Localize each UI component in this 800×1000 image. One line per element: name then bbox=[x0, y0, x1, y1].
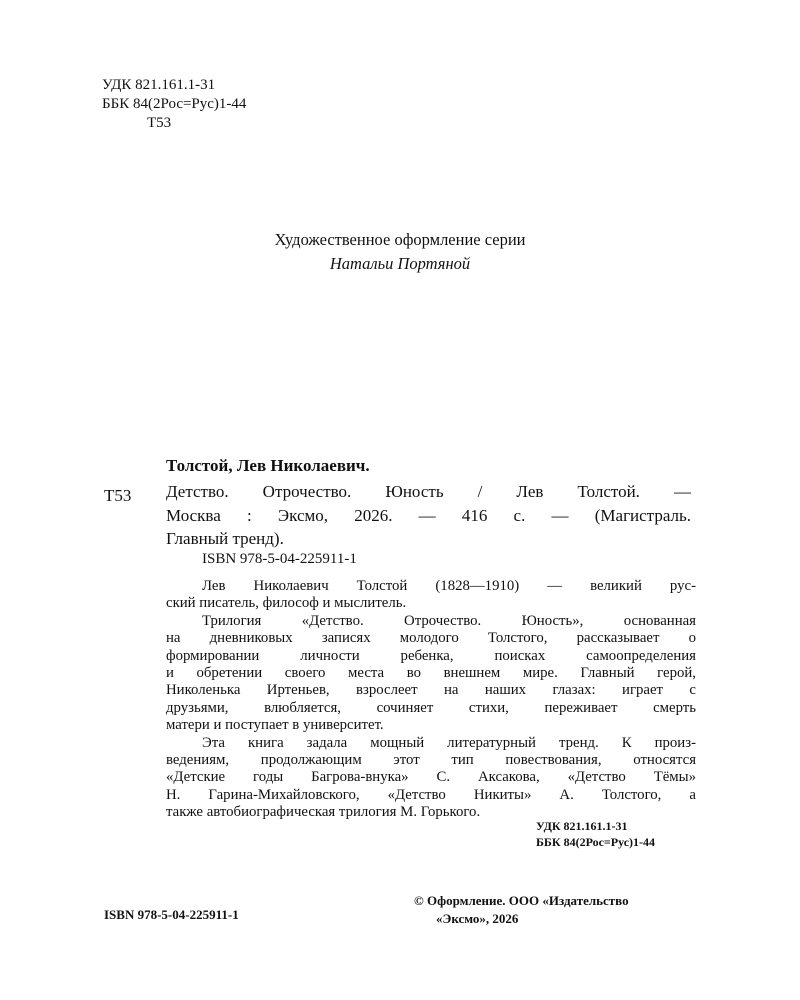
annotation-line: матери и поступает в университет. bbox=[166, 717, 384, 734]
annotation-line: Трилогия «Детство. Отрочество. Юность», основанная bbox=[202, 612, 696, 629]
copyright-line: «Эксмо», 2026 bbox=[436, 911, 519, 926]
bibliographic-description bbox=[166, 480, 691, 551]
copyright-line: © Оформление. ООО «Издательство bbox=[414, 893, 629, 908]
annotation bbox=[166, 578, 696, 822]
bbk-code: ББК 84(2Рос=Рус)1-44 bbox=[102, 96, 247, 112]
annotation-line: Эта книга задала мощный литературный тренд. К произ- bbox=[202, 734, 696, 751]
series-design-credit: Художественное оформление серии bbox=[274, 230, 526, 249]
annotation-line: также автобиографическая трилогия М. Горького. bbox=[166, 804, 481, 821]
annotation-line: формировании личности ребенка, поисках самоопределения bbox=[166, 647, 696, 664]
copyright-notice bbox=[414, 892, 629, 928]
bibliographic-author: Толстой, Лев Николаевич. bbox=[166, 456, 370, 475]
udk-code: УДК 821.161.1-31 bbox=[102, 77, 216, 93]
annotation-line: на дневниковых записях молодого Толстого, рассказывает о bbox=[166, 630, 696, 647]
bibliographic-author-mark: Т53 bbox=[104, 486, 132, 505]
series-designer-name: Натальи Портяной bbox=[329, 254, 471, 273]
annotation-line: Лев Николаевич Толстой (1828—1910) — великий рус- bbox=[202, 578, 696, 594]
bib-line: Главный тренд). bbox=[166, 529, 284, 548]
author-mark: Т53 bbox=[147, 115, 172, 131]
bottom-classification-codes bbox=[536, 818, 655, 850]
bib-line: Москва : Эксмо, 2026. — 416 с. — (Магистраль. bbox=[166, 505, 691, 525]
annotation-line: ский писатель, философ и мыслитель. bbox=[166, 595, 407, 612]
annotation-line: ведениям, продолжающим этот тип повествования, относятся bbox=[166, 752, 696, 769]
annotation-line: «Детские годы Багрова-внука» С. Аксакова, «Детство Тёмы» bbox=[166, 769, 696, 786]
isbn-bottom: ISBN 978-5-04-225911-1 bbox=[104, 907, 239, 922]
udk-code-bottom: УДК 821.161.1-31 bbox=[536, 819, 628, 833]
top-classification-codes bbox=[102, 76, 246, 133]
annotation-line: и обретении своего места во внешнем мире. Главный герой, bbox=[166, 665, 696, 682]
annotation-line: Н. Гарина-Михайловского, «Детство Никиты» А. Толстого, а bbox=[166, 786, 696, 803]
annotation-line: друзьями, влюбляется, сочиняет стихи, переживает смерть bbox=[166, 699, 696, 716]
bib-line: Детство. Отрочество. Юность / Лев Толстой. — bbox=[166, 482, 691, 501]
annotation-line: Николенька Иртеньев, взрослеет на наших глазах: играет с bbox=[166, 682, 696, 699]
isbn: ISBN 978-5-04-225911-1 bbox=[202, 551, 357, 567]
bbk-code-bottom: ББК 84(2Рос=Рус)1-44 bbox=[536, 835, 656, 849]
